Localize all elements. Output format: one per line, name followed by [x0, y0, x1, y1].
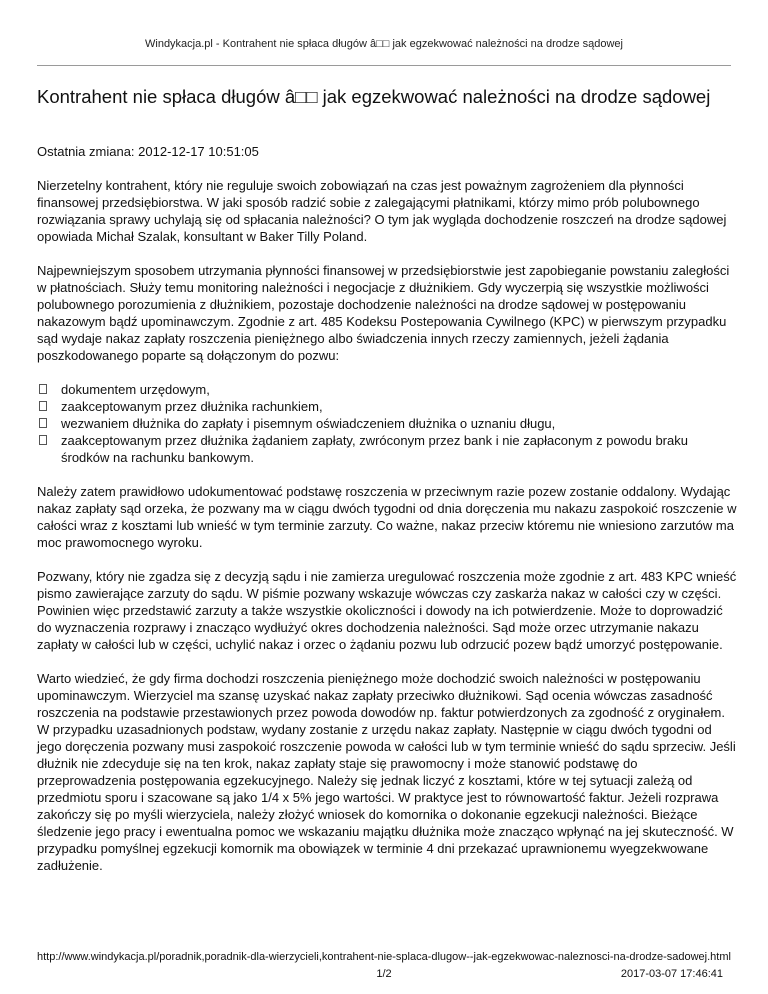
article-title: Kontrahent nie spłaca długów â□□ jak egzekwować należności na drodze sądowej: [37, 86, 711, 107]
header-divider: [37, 65, 731, 66]
bullet-list: [37, 381, 737, 466]
print-timestamp: 2017-03-07 17:46:41: [620, 968, 723, 980]
bullet-box-icon: [39, 418, 47, 428]
last-modified: Ostatnia zmiana: 2012-12-17 10:51:05: [37, 144, 259, 159]
running-header: Windykacja.pl - Kontrahent nie spłaca długów â□□ jak egzekwować należności na drodze sądowej: [145, 38, 623, 50]
list-item: zaakceptowanym przez dłużnika żądaniem zapłaty, zwróconym przez bank i nie zapłaconym z powodu braku środków na rachunku bankowym.: [37, 432, 737, 466]
article-body: [37, 143, 737, 891]
bullet-box-icon: [39, 401, 47, 411]
bullet-box-icon: [39, 435, 47, 445]
page-number: 1/2: [376, 968, 392, 980]
footer-url: http://www.windykacja.pl/poradnik,poradnik-dla-wierzycieli,kontrahent-nie-splaca-dlugow--jak-egzekwowac-naleznosci-na-drodze-sadowej.html: [37, 951, 731, 963]
list-item: zaakceptowanym przez dłużnika rachunkiem,: [37, 398, 737, 415]
list-item: dokumentem urzędowym,: [37, 381, 737, 398]
list-item: wezwaniem dłużnika do zapłaty i pisemnym oświadczeniem dłużnika o uznaniu długu,: [37, 415, 737, 432]
paragraph-intro: Nierzetelny kontrahent, który nie reguluje swoich zobowiązań na czas jest poważnym zagrożeniem dla płynności finansowej przedsiębiorstwa. W jaki sposób radzić sobie z zalegającymi płatnikami, którzy mimo prób polubownego rozwiązania sprawy uchylają się od spłacania należności? O tym jak wygląda dochodzenie roszczeń na drodze sądowej opowiada Michał Szalak, konsultant w Baker Tilly Poland.: [37, 178, 727, 244]
paragraph-4: Pozwany, który nie zgadza się z decyzją sądu i nie zamierza uregulować roszczenia może zgodnie z art. 483 KPC wnieść pismo zawierające zarzuty do sądu. W piśmie pozwany wskazuje wówczas czy zaskarża nakaz w całości czy w części. Powinien więc przedstawić zarzuty a także wszystkie okoliczności i dowody na ich potwierdzenie. Może to doprowadzić do wyznaczenia rozprawy i znacząco wydłużyć okres dochodzenia należności. Sąd może orzec utrzymanie nakazu zapłaty w całości lub w części, uchylić nakaz i orzec o żądaniu pozwu lub odrzucić pozew bądź umorzyć postępowanie.: [37, 569, 737, 652]
paragraph-3: Należy zatem prawidłowo udokumentować podstawę roszczenia w przeciwnym razie pozew zostanie oddalony. Wydając nakaz zapłaty sąd orzeka, że pozwany ma w ciągu dwóch tygodni od dnia doręczenia mu nakazu zaspokoić roszczenie w całości wraz z kosztami lub wnieść w tym terminie zarzuty. Co ważne, nakaz przeciw któremu nie wniesiono zarzutów ma moc prawomocnego wyroku.: [37, 484, 737, 550]
paragraph-5: Warto wiedzieć, że gdy firma dochodzi roszczenia pieniężnego może dochodzić swoich należności w postępowaniu upominawczym. Wierzyciel ma szansę uzyskać nakaz zapłaty przeciwko dłużnikowi. Sąd ocenia wówczas zasadność roszczenia na podstawie przestawionych przez powoda dowodów np. faktur potwierdzonych za zgodność z oryginałem. W przypadku uzasadnionych podstaw, wydany zostanie z urzędu nakaz zapłaty. Następnie w ciągu dwóch tygodni od jego doręczenia pozwany musi zaspokoić roszczenie powoda w całości lub w tym terminie wnieść do sądu sprzeciw. Jeśli dłużnik nie zdecyduje się na ten krok, nakaz zapłaty staje się prawomocny i może stanowić podstawę do przeprowadzenia postępowania egzekucyjnego. Należy się jednak liczyć z kosztami, które w tej sytuacji zależą od przedmiotu sporu i szacowane są jako 1/4 x 5% jego wartości. W praktyce jest to równowartość faktur. Jeżeli rozprawa zakończy się po myśli wierzyciela, należy złożyć wniosek do komornika o dokonanie egzekucji należności. Bieżące śledzenie jego pracy i ewentualna pomoc we wskazaniu majątku dłużnika może znacząco wpłynąć na jej skuteczność. W przypadku pomyślnej egzekucji komornik ma obowiązek w terminie 4 dni przekazać uprawnionemu wyegzekwowane zadłużenie.: [37, 671, 736, 873]
bullet-box-icon: [39, 384, 47, 394]
paragraph-2: Najpewniejszym sposobem utrzymania płynności finansowej w przedsiębiorstwie jest zapobieganie powstaniu zaległości w płatnościach. Służy temu monitoring należności i negocjacje z dłużnikiem. Gdy wyczerpią się wszystkie możliwości polubownego porozumienia z dłużnikiem, pozostaje dochodzenie należności na drodze sądowej w postępowaniu nakazowym bądź upominawczym. Zgodnie z art. 485 Kodeksu Postepowania Cywilnego (KPC) w pierwszym przypadku sąd wydaje nakaz zapłaty roszczenia pieniężnego albo świadczenia innych rzeczy zamiennych, jeżeli żądania poszkodowanego poparte są dołączonym do pozwu:: [37, 263, 730, 363]
